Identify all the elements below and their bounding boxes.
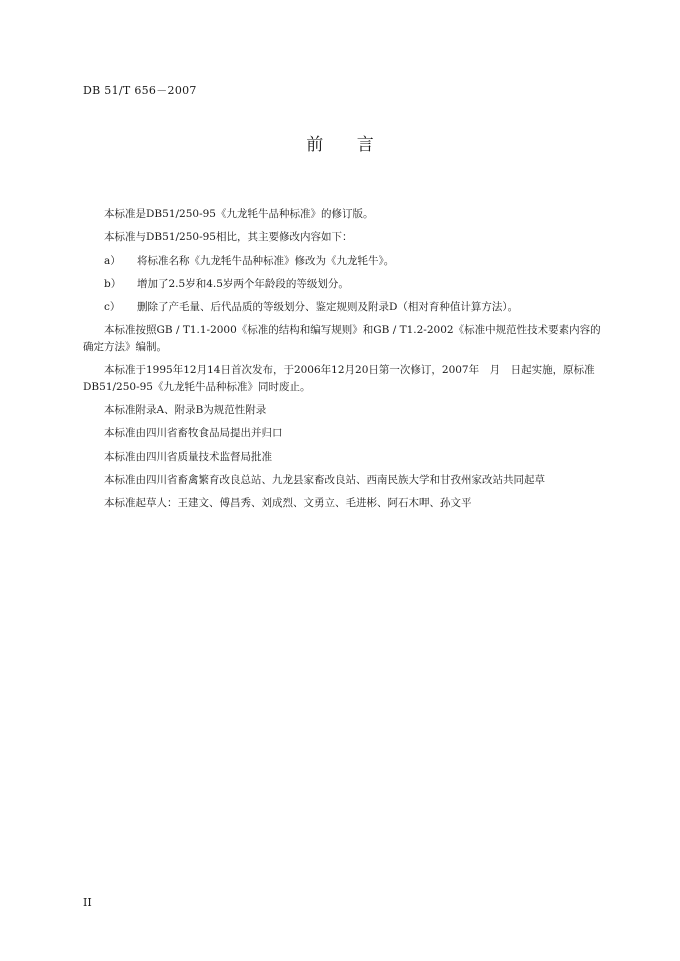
paragraph-changes-intro: 本标准与DB51/250-95相比，其主要修改内容如下：: [104, 231, 353, 244]
list-item-text: 删除了产毛量、后代品质的等级划分、鉴定规则及附录D（相对育种值计算方法）。: [137, 301, 519, 314]
list-item-marker: a）: [104, 254, 121, 267]
paragraph-approver: 本标准由四川省质量技术监督局批准: [104, 450, 272, 463]
paragraph-annexes: 本标准附录A、附录B为规范性附录: [104, 404, 267, 417]
paragraph-drafting-basis: 本标准按照GB / T1.1-2000《标准的结构和编写规则》和GB / T1.2-2002《标准中规范性技术要素内容的确定方法》编制。: [83, 324, 601, 353]
list-item: [83, 276, 601, 293]
list-item-text: 增加了2.5岁和4.5岁两个年龄段的等级划分。: [137, 277, 349, 290]
list-item-marker: b）: [104, 277, 122, 290]
list-item-text: 将标准名称《九龙牦牛品种标准》修改为《九龙牦牛》。: [137, 254, 395, 267]
list-item: [83, 253, 601, 270]
paragraph-drafters: 本标准起草人：王建文、傅昌秀、刘成烈、文勇立、毛进彬、阿石木呷、孙文平: [104, 497, 472, 510]
paragraph-revision-note: 本标准是DB51/250-95《九龙牦牛品种标准》的修订版。: [104, 208, 374, 220]
paragraph-drafting-units: 本标准由四川省畜禽繁育改良总站、九龙县家畜改良站、西南民族大学和甘孜州家改站共同起草: [104, 474, 545, 486]
page-number: II: [83, 896, 92, 909]
list-item: [83, 299, 601, 316]
document-code: DB 51/T 656－2007: [83, 84, 197, 97]
paragraph-publication-history: 本标准于1995年12月14日首次发布，于2006年12月20日第一次修订，2007年 月 日起实施，原标准DB51/250-95《九龙牦牛品种标准》同时废止。: [83, 364, 595, 393]
foreword-body: [83, 206, 601, 519]
paragraph-proposer: 本标准由四川省畜牧食品局提出并归口: [104, 427, 283, 440]
list-item-marker: c）: [104, 301, 121, 314]
page-title: 前 言: [306, 135, 388, 155]
